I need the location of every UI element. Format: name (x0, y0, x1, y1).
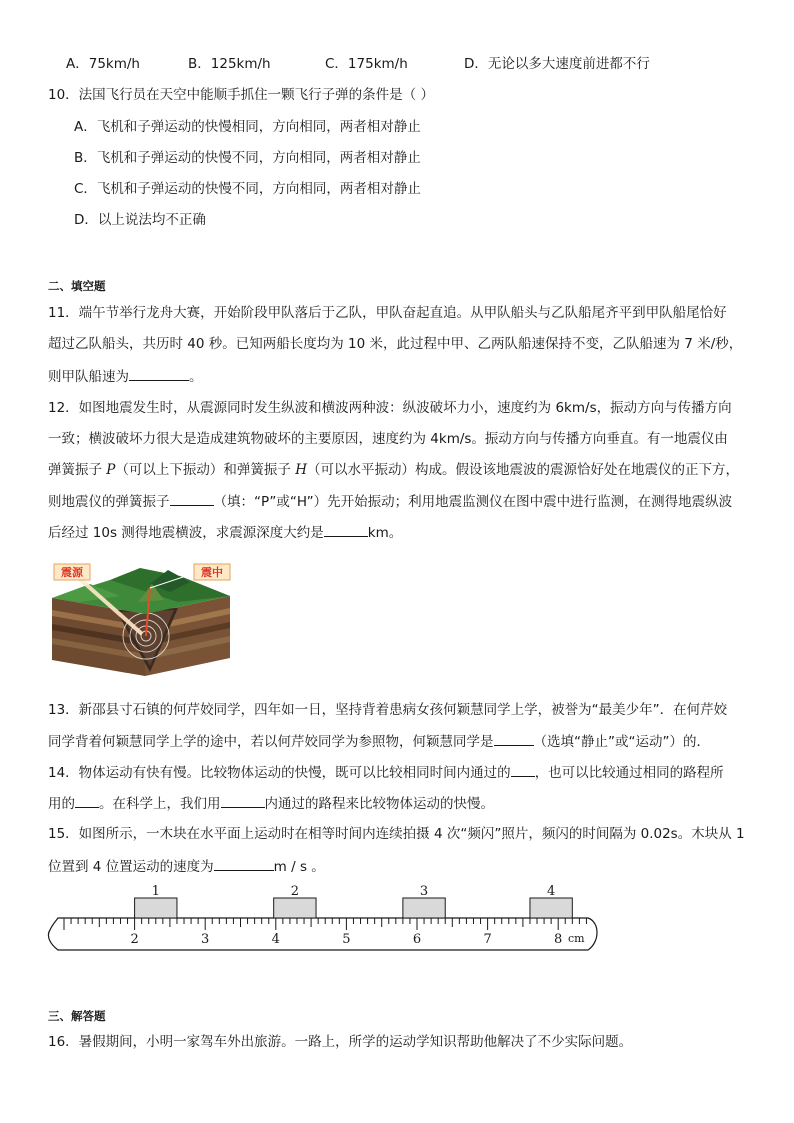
q10-option-d: D．以上说法均不正确 (74, 212, 206, 228)
q14-answer-blank-2[interactable] (75, 793, 99, 808)
q12-line-5 (48, 522, 402, 543)
q11-line-1: 11．端午节举行龙舟大赛，开始阶段甲队落后于乙队，甲队奋起直追。从甲队船头与乙队船尾齐平到甲队船尾恰好 (48, 305, 727, 321)
q13-answer-blank[interactable] (494, 731, 534, 746)
q14-answer-blank-1[interactable] (511, 762, 535, 777)
ruler-number: 8 (554, 932, 563, 947)
q15-line-2 (48, 856, 325, 877)
q16-line-1: 16．暑假期间，小明一家驾车外出旅游。一路上，所学的运动学知识帮助他解决了不少实际问题。 (48, 1034, 633, 1050)
ruler-number: 6 (412, 932, 422, 947)
q13-line-2 (48, 731, 710, 752)
label-source: 震源 (61, 566, 83, 579)
q12-text-g: km。 (367, 525, 403, 541)
q14-line-1 (48, 762, 724, 783)
q9-option-d: D．无论以多大速度前进都不行 (464, 56, 650, 72)
q11-text: 则甲队船速为 (48, 369, 129, 385)
q9-option-c: C．175km/h (325, 56, 408, 72)
q13-line-1: 13．新邵县寸石镇的何芹姣同学，四年如一日，坚持背着患病女孩何颖慧同学上学，被誉为“最美少年”．在何芹姣 (48, 702, 728, 718)
wood-block (530, 898, 572, 918)
wood-block (274, 898, 316, 918)
q12-text-e: （填：“P”或“H”）先开始振动；利用地震监测仪在图中震中进行监测，在测得地震纵波 (213, 494, 733, 510)
q14-text-c: 用的 (48, 796, 75, 812)
q12-line-4 (48, 491, 732, 512)
q13-text-b: （选填“静止”或“运动”）的． (533, 734, 710, 750)
q11-line-3 (48, 366, 203, 387)
block-label: 4 (546, 884, 556, 899)
q13-text-a: 同学背着何颖慧同学上学的途中，若以何芹姣同学为参照物，何颖慧同学是 (48, 734, 494, 750)
ruler-number: 5 (342, 932, 351, 947)
section-title-fill-in: 二、填空题 (48, 279, 106, 293)
ruler-figure (44, 880, 606, 958)
q12-answer-blank-1[interactable] (170, 491, 214, 506)
q11-line-2: 超过乙队船头，共历时 40 秒。已知两船长度均为 10 米，此过程中甲、乙两队船速保持不变，乙队船速为 7 米/秒， (48, 336, 743, 352)
q12-line-3 (48, 460, 739, 480)
q12-text-b: （可以上下振动）和弹簧振子 (115, 462, 296, 478)
q14-text-b: ，也可以比较通过相同的路程所 (534, 765, 724, 781)
q15-answer-blank[interactable] (214, 856, 274, 871)
q12-text-d: 则地震仪的弹簧振子 (48, 494, 170, 510)
section-title-answer: 三、解答题 (48, 1009, 106, 1023)
block-label: 2 (290, 884, 300, 899)
q14-text-d: 。在科学上，我们用 (99, 796, 221, 812)
ruler-unit: cm (568, 932, 585, 945)
q15-text-b: m / s 。 (273, 859, 325, 875)
q12-line-1: 12．如图地震发生时，从震源同时发生纵波和横波两种波：纵波破坏力小，速度约为 6km/s，振动方向与传播方向 (48, 400, 732, 416)
q10-option-c: C．飞机和子弹运动的快慢不同，方向相同，两者相对静止 (74, 181, 421, 197)
block-label: 3 (419, 884, 429, 899)
q10-option-b: B．飞机和子弹运动的快慢不同，方向相同，两者相对静止 (74, 150, 421, 166)
wood-block (135, 898, 177, 918)
q15-text-a: 位置到 4 位置运动的速度为 (48, 859, 214, 875)
ruler-number: 2 (130, 932, 139, 947)
q12-symbol-p: P (106, 462, 116, 478)
q15-line-1: 15．如图所示，一木块在水平面上运动时在相等时间内连续拍摄 4 次“频闪”照片，频闪的时间隔为 0.02s。木块从 1 (48, 826, 745, 842)
ruler-number: 3 (201, 932, 210, 947)
q9-option-b: B．125km/h (188, 56, 271, 72)
q14-answer-blank-3[interactable] (221, 793, 265, 808)
q12-text-c: （可以水平振动）构成。假设该地震波的震源恰好处在地震仪的正下方， (306, 462, 739, 478)
ruler-number: 4 (271, 932, 280, 947)
q14-text-a: 14．物体运动有快有慢。比较物体运动的快慢，既可以比较相同时间内通过的 (48, 765, 511, 781)
q12-answer-blank-2[interactable] (324, 522, 368, 537)
q11-answer-blank[interactable] (129, 366, 189, 381)
q12-text-f: 后经过 10s 测得地震横波，求震源深度大约是 (48, 525, 324, 541)
wood-block (403, 898, 445, 918)
ruler-number: 7 (483, 932, 492, 947)
q12-symbol-h: H (295, 462, 307, 478)
label-epicenter: 震中 (201, 566, 223, 579)
q12-line-2: 一致；横波破坏力很大是造成建筑物破坏的主要原因，速度约为 4km/s。振动方向与传播方向垂直。有一地震仪由 (48, 431, 728, 447)
earthquake-figure (50, 562, 236, 678)
q9-option-a: A．75km/h (66, 56, 140, 72)
q10-stem: 10．法国飞行员在天空中能顺手抓住一颗飞行子弹的条件是（ ） (48, 87, 434, 103)
q10-option-a: A．飞机和子弹运动的快慢相同，方向相同，两者相对静止 (74, 119, 421, 135)
q11-text-end: 。 (189, 369, 203, 385)
q14-text-e: 内通过的路程来比较物体运动的快慢。 (264, 796, 494, 812)
q12-text-a: 弹簧振子 (48, 462, 107, 478)
block-label: 1 (151, 884, 160, 899)
q14-line-2 (48, 793, 494, 814)
